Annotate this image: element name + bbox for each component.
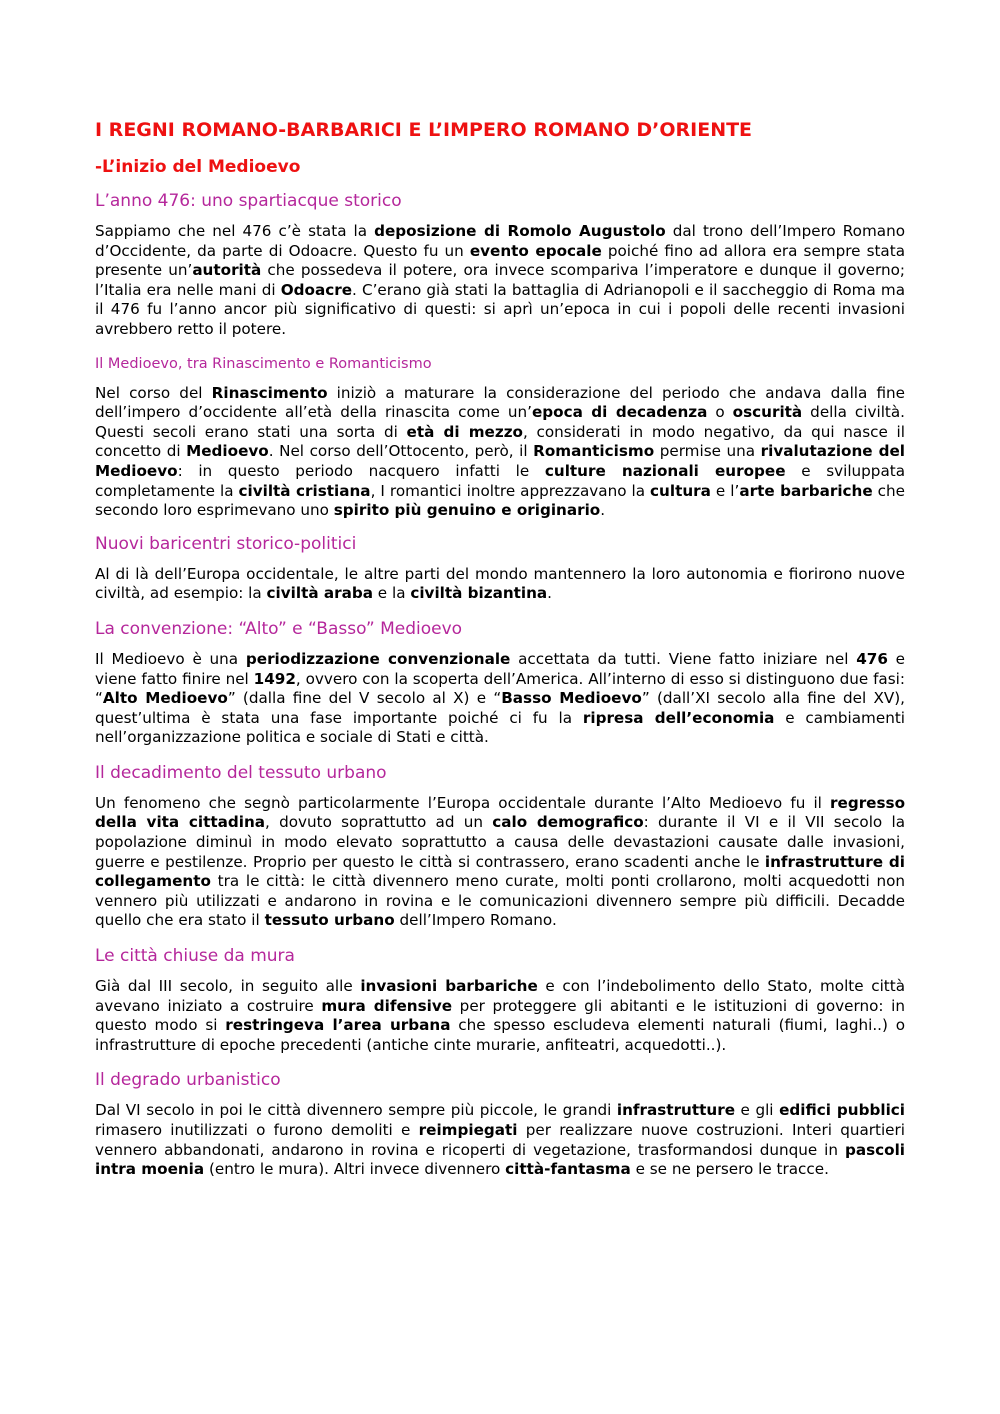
- section-heading: L’anno 476: uno spartiacque storico: [95, 191, 402, 211]
- text-run: e viene fatto finire nel: [95, 649, 906, 688]
- text-run: ” (dall’XI secolo alla fine del XV), quest’ultima è stata una fase importante poiché ci fu la: [95, 689, 905, 727]
- text-run: e cambiamenti nell’organizzazione politica e sociale di Stati e città.: [95, 708, 905, 747]
- bold-term: civiltà cristiana: [238, 481, 371, 500]
- bold-term: cultura: [650, 481, 711, 500]
- section-rinascimento-romanticismo: [95, 352, 905, 521]
- document-title: I REGNI ROMANO-BARBARICI E L’IMPERO ROMANO D’ORIENTE: [95, 119, 753, 141]
- text-run: Dal VI secolo in poi le città divennero sempre più piccole, le grandi: [95, 1101, 617, 1120]
- text-run: Già dal III secolo, in seguito alle: [95, 977, 361, 996]
- bold-term: arte barbariche: [739, 481, 873, 500]
- bold-term: Rinascimento: [211, 383, 328, 402]
- text-run: della civiltà. Questi secoli erano stati una sorta di: [95, 403, 905, 441]
- bold-term: evento epocale: [469, 241, 602, 260]
- bold-term: civiltà bizantina: [410, 584, 548, 603]
- document-subtitle: -L’inizio del Medioevo: [95, 157, 301, 177]
- bold-term: periodizzazione convenzionale: [245, 649, 511, 668]
- section-heading: Il decadimento del tessuto urbano: [95, 762, 387, 783]
- bold-term: ripresa dell’economia: [582, 708, 775, 727]
- bold-term: Odoacre: [280, 280, 353, 299]
- bold-term: autorità: [192, 261, 262, 280]
- text-run: : in questo periodo nacquero infatti le: [177, 461, 545, 480]
- bold-term: Alto Medioevo: [102, 689, 228, 708]
- text-run: , ovvero con la scoperta dell’America. All’interno di esso si distinguono due fasi: “: [95, 669, 905, 708]
- text-run: rimasero inutilizzati o furono demoliti e: [95, 1121, 419, 1139]
- bold-term: età di mezzo: [406, 422, 523, 441]
- text-run: e se ne persero le tracce.: [630, 1160, 829, 1179]
- text-run: per realizzare nuove costruzioni. Interi quartieri vennero abbandonati, andarono in rovina e ricoperti di vegetazione, trasformandosi dunque in: [95, 1121, 905, 1159]
- bold-term: reimpiegati: [418, 1121, 518, 1139]
- bold-term: oscurità: [732, 403, 803, 422]
- bold-term: tessuto urbano: [264, 911, 395, 930]
- text-run: . C’erano già stati la battaglia di Adrianopoli e il saccheggio di Roma ma il 476 fu l’anno ancor più significativo di questi: si aprì un’epoca in cui i popoli delle recenti invasioni avrebbero retto il potere.: [95, 280, 905, 338]
- section-degrado: [95, 1067, 905, 1179]
- bold-term: mura difensive: [321, 996, 453, 1015]
- text-run: e sviluppata completamente la: [95, 461, 906, 500]
- bold-term: edifici pubblici: [779, 1101, 905, 1120]
- text-run: .: [547, 584, 552, 603]
- section-paragraph: [95, 565, 905, 604]
- text-run: : durante il VI e il VII secolo la popolazione diminuì in modo elevato soprattutto a causa delle devastazioni causate dalle invasioni, guerre e pestilenze. Proprio per questo le città si contrassero, erano scadenti anche le: [95, 813, 906, 871]
- document-page: [95, 116, 905, 1192]
- section-paragraph: [95, 384, 905, 521]
- text-run: ” (dalla fine del V secolo al X) e “: [227, 689, 502, 708]
- section-heading: Le città chiuse da mura: [95, 946, 295, 967]
- section-heading: Nuovi baricentri storico-politici: [95, 533, 357, 554]
- text-run: Un fenomeno che segnò particolarmente l’Europa occidentale durante l’Alto Medioevo fu il: [95, 793, 831, 812]
- bold-term: Romanticismo: [533, 442, 655, 461]
- bold-term: infrastrutture: [616, 1101, 735, 1120]
- bold-term: 1492: [253, 669, 296, 688]
- bold-term: deposizione di Romolo Augustolo: [374, 222, 666, 240]
- text-run: per proteggere gli abitanti e le istituzioni di governo: in questo modo si: [95, 996, 905, 1035]
- bold-term: città-fantasma: [505, 1160, 631, 1179]
- text-run: poiché fino ad allora era sempre stata presente un’: [95, 241, 906, 280]
- section-anno-476: [95, 188, 905, 340]
- section-heading: Il degrado urbanistico: [95, 1070, 281, 1091]
- section-paragraph: [95, 650, 905, 748]
- text-run: permise una: [654, 442, 761, 461]
- bold-term: 476: [856, 649, 888, 668]
- text-run: o: [707, 403, 733, 422]
- bold-term: spirito più genuino e originario: [333, 501, 601, 520]
- section-decadimento: [95, 760, 905, 931]
- text-run: che secondo loro esprimevano uno: [95, 481, 905, 520]
- bold-term: civiltà araba: [266, 584, 373, 603]
- text-run: , I romantici inoltre apprezzavano la: [370, 481, 651, 500]
- text-run: che possedeva il potere, ora invece scompariva l’imperatore e dunque il governo; l’Italia era nelle mani di: [95, 261, 906, 299]
- section-heading: Il Medioevo, tra Rinascimento e Romanticismo: [95, 355, 432, 372]
- text-run: e gli: [735, 1101, 780, 1120]
- text-run: che spesso escludeva elementi naturali (fiumi, laghi..) o infrastrutture di epoche precedenti (antiche cinte murarie, anfiteatri, acquedotti..).: [95, 1016, 905, 1054]
- text-run: iniziò a maturare la considerazione del periodo che andava dalla fine dell’impero d’occidente all’età della rinascita come un’: [95, 383, 905, 422]
- text-run: dal trono dell’Impero Romano d’Occidente, da parte di Odoacre. Questo fu un: [95, 222, 905, 260]
- text-run: tra le città: le città divennero meno curate, molti ponti crollarono, molti acquedotti non vennero più utilizzati e andarono in rovina e le comunicazioni divennero sempre più difficili. Decadde quello che era stato il: [95, 872, 905, 930]
- section-heading: La convenzione: “Alto” e “Basso” Medioevo: [95, 618, 463, 639]
- section-paragraph: [95, 222, 905, 340]
- bold-term: rivalutazione del Medioevo: [95, 442, 905, 480]
- text-run: e la: [372, 584, 411, 603]
- bold-term: pascoli intra moenia: [95, 1140, 905, 1179]
- text-run: .: [600, 501, 606, 520]
- bold-term: Basso Medioevo: [501, 689, 642, 708]
- text-run: (entro le mura). Altri invece divennero: [204, 1160, 506, 1179]
- section-citta-mura: [95, 943, 905, 1055]
- text-run: , dovuto soprattutto ad un: [265, 813, 493, 832]
- bold-term: Medioevo: [186, 442, 269, 461]
- text-run: Il Medioevo è una: [95, 649, 246, 668]
- bold-term: restringeva l’area urbana: [225, 1016, 451, 1035]
- section-baricentri: [95, 531, 905, 604]
- text-run: e l’: [710, 481, 740, 500]
- bold-term: culture nazionali europee: [544, 461, 786, 480]
- section-convenzione: [95, 616, 905, 748]
- text-run: . Nel corso dell’Ottocento, però, il: [268, 442, 534, 461]
- text-run: , considerati in modo negativo, da qui nasce il concetto di: [95, 422, 905, 461]
- text-run: e con l’indebolimento dello Stato, molte città avevano iniziato a costruire: [95, 977, 905, 1015]
- section-paragraph: [95, 977, 905, 1055]
- section-paragraph: [95, 1101, 905, 1179]
- bold-term: epoca di decadenza: [531, 403, 708, 422]
- text-run: Al di là dell’Europa occidentale, le altre parti del mondo mantennero la loro autonomia e fiorirono nuove civiltà, ad esempio: la: [95, 564, 905, 603]
- text-run: Sappiamo che nel 476 c’è stata la: [95, 222, 375, 240]
- text-run: dell’Impero Romano.: [394, 911, 557, 930]
- text-run: Nel corso del: [95, 383, 212, 402]
- section-paragraph: [95, 794, 905, 931]
- bold-term: regresso della vita cittadina: [95, 793, 905, 832]
- bold-term: invasioni barbariche: [360, 977, 538, 996]
- text-run: accettata da tutti. Viene fatto iniziare nel: [510, 649, 857, 668]
- bold-term: infrastrutture di collegamento: [95, 852, 905, 891]
- bold-term: calo demografico: [492, 813, 644, 832]
